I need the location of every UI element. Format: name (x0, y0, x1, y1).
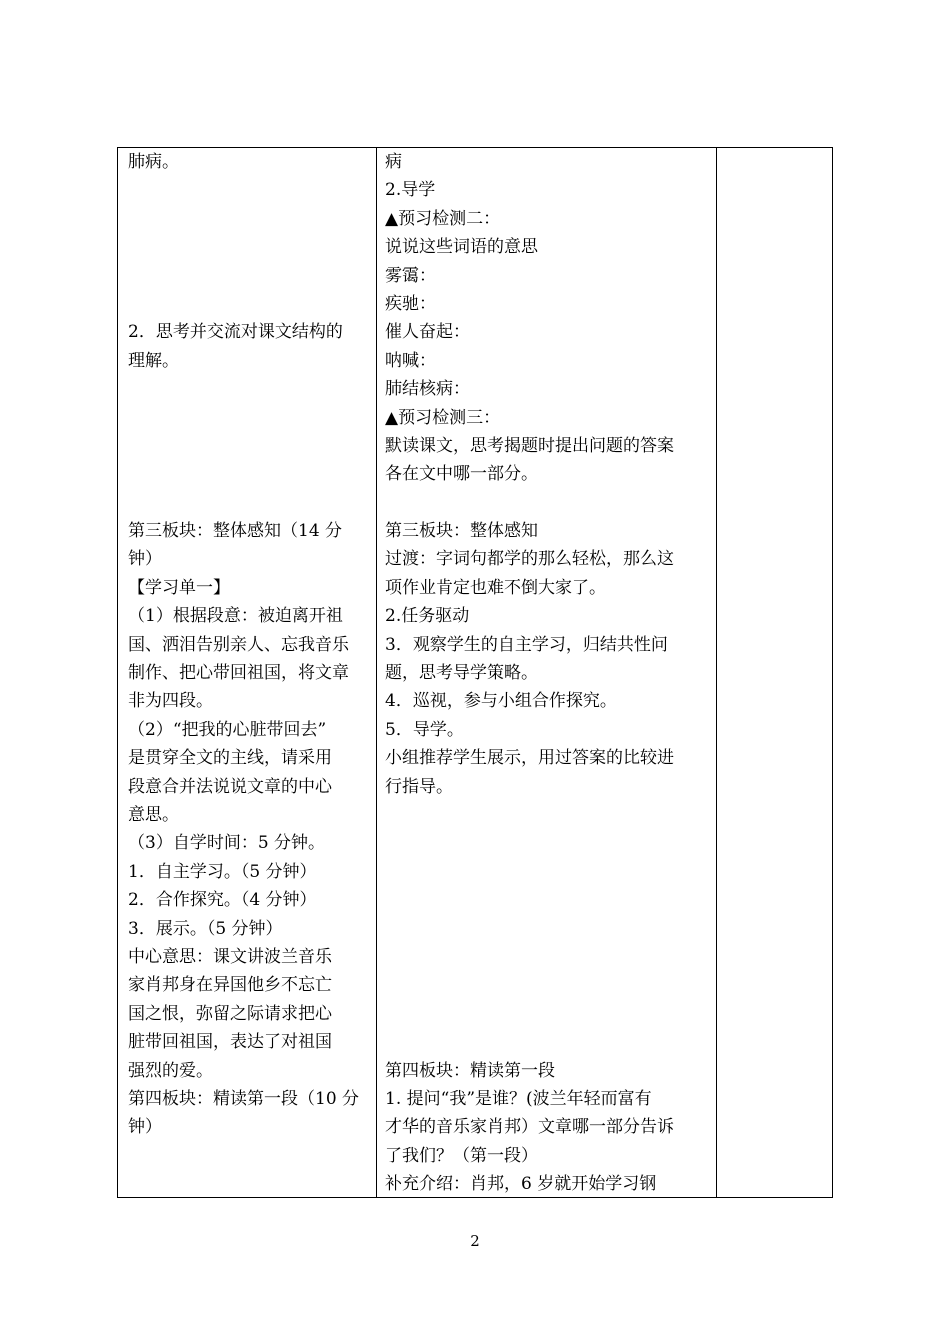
student-activity-column (128, 148, 374, 1142)
left-column-spacer (128, 176, 374, 204)
left-column-spacer (128, 404, 374, 432)
middle-column-text-line: 默读课文，思考揭题时提出问题的答案 (385, 435, 674, 456)
middle-column-text-line: 了我们？（第一段） (385, 1145, 538, 1166)
middle-column-text-line: 过渡：字词句都学的那么轻松，那么这 (385, 549, 674, 570)
middle-column-spacer (385, 1028, 715, 1056)
middle-column-text-line: 5．导学。 (385, 719, 464, 740)
middle-column-text-line: 说说这些词语的意思 (385, 237, 538, 258)
left-column-text-line: 国、洒泪告别亲人、忘我音乐 (128, 634, 349, 655)
middle-column-text-line: 各在文中哪一部分。 (385, 464, 538, 485)
left-column-spacer (128, 233, 374, 261)
lesson-plan-table (117, 147, 833, 1198)
column-divider-2 (716, 148, 717, 1197)
middle-column-text-line: 2.任务驱动 (385, 606, 470, 627)
left-column-spacer (128, 432, 374, 460)
left-column-text-line: 是贯穿全文的主线，请采用 (128, 748, 332, 769)
left-column-spacer (128, 460, 374, 488)
left-column-text-line: 1．自主学习。（5 分钟） (128, 861, 317, 882)
left-column-text-line: 3．展示。（5 分钟） (128, 918, 283, 939)
middle-column-text-line: 肺结核病： (385, 379, 470, 400)
left-column-text-line: 第三板块：整体感知（14 分 (128, 521, 343, 542)
middle-column-spacer (385, 886, 715, 914)
middle-column-text-line: 3．观察学生的自主学习，归结共性问 (385, 634, 668, 655)
left-column-text-line: 肺病。 (128, 152, 179, 172)
middle-column-text-line: ▲预习检测二： (385, 208, 501, 229)
middle-column-spacer (385, 971, 715, 999)
left-column-text-line: （2）“把我的心脏带回去” (128, 719, 327, 740)
middle-column-text-line: 小组推荐学生展示，用过答案的比较进 (385, 748, 674, 769)
middle-column-spacer (385, 1000, 715, 1028)
middle-column-text-line: 行指导。 (385, 776, 453, 797)
middle-column-text-line: 呐喊： (385, 350, 436, 371)
middle-column-text-line: 2.导学 (385, 180, 436, 201)
left-column-spacer (128, 375, 374, 403)
left-column-text-line: （3）自学时间：5 分钟。 (128, 833, 326, 854)
middle-column-text-line: 1. 提问“我”是谁？(波兰年轻而富有 (385, 1088, 652, 1109)
middle-column-spacer (385, 829, 715, 857)
left-column-text-line: （1）根据段意：被迫离开祖 (128, 606, 343, 627)
left-column-text-line: 2．合作探究。（4 分钟） (128, 890, 317, 911)
middle-column-text-line: 催人奋起： (385, 322, 470, 343)
left-column-text-line: 国之恨，弥留之际请求把心 (128, 1003, 332, 1024)
middle-column-text-line: 补充介绍：肖邦，6 岁就开始学习钢 (385, 1174, 657, 1195)
middle-column-spacer (385, 489, 715, 517)
left-column-text-line: 段意合并法说说文章的中心 (128, 776, 332, 797)
left-column-spacer (128, 262, 374, 290)
left-column-text-line: 强烈的爱。 (128, 1060, 213, 1081)
page-number: 2 (470, 1232, 480, 1250)
middle-column-spacer (385, 858, 715, 886)
middle-column-text-line: 4．巡视，参与小组合作探究。 (385, 691, 617, 712)
left-column-text-line: 2．思考并交流对课文结构的 (128, 322, 343, 343)
left-column-text-line: 非为四段。 (128, 691, 213, 712)
left-column-spacer (128, 489, 374, 517)
left-column-spacer (128, 290, 374, 318)
middle-column-text-line: 项作业肯定也难不倒大家了。 (385, 577, 606, 598)
middle-column-text-line: ▲预习检测三： (385, 407, 501, 428)
left-column-text-line: 钟） (128, 549, 162, 570)
middle-column-spacer (385, 801, 715, 829)
middle-column-text-line: 第四板块：精读第一段 (385, 1060, 555, 1081)
left-column-text-line: 家肖邦身在异国他乡不忘亡 (128, 975, 332, 996)
middle-column-text-line: 题，思考导学策略。 (385, 663, 538, 684)
middle-column-spacer (385, 943, 715, 971)
left-column-text-line: 第四板块：精读第一段（10 分 (128, 1088, 360, 1109)
middle-column-text-line: 才华的音乐家肖邦）文章哪一部分告诉 (385, 1117, 674, 1138)
left-column-text-line: 中心意思：课文讲波兰音乐 (128, 946, 332, 967)
middle-column-spacer (385, 915, 715, 943)
middle-column-text-line: 第三板块：整体感知 (385, 521, 538, 542)
left-column-text-line: 意思。 (128, 804, 179, 825)
left-column-spacer (128, 205, 374, 233)
middle-column-text-line: 疾驰： (385, 293, 436, 314)
middle-column-text-line: 雾霭： (385, 265, 436, 286)
left-column-text-line: 制作、把心带回祖国，将文章 (128, 663, 349, 684)
left-column-text-line: 理解。 (128, 350, 179, 371)
left-column-text-line: 钟） (128, 1117, 162, 1138)
column-divider-1 (376, 148, 377, 1197)
left-column-text-line: 脏带回祖国，表达了对祖国 (128, 1032, 332, 1053)
middle-column-text-line: 病 (385, 152, 402, 172)
left-column-text-line: 【学习单一】 (128, 577, 230, 598)
teacher-guidance-column (385, 148, 715, 1198)
